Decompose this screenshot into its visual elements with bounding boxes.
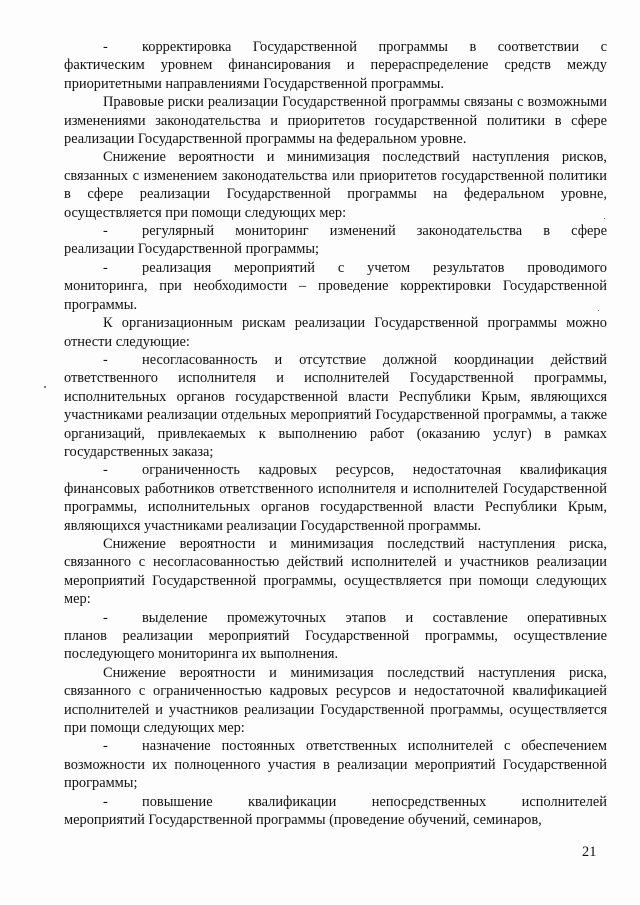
scan-speck [604, 218, 605, 219]
page-number: 21 [582, 844, 597, 860]
list-item [64, 461, 607, 535]
list-item-continuation: финансовых работников ответственного исполнителя и исполнителей Государственной программы, исполнительных органов государственной власти Республики Крым, являющихся участниками реализации Государственной программы. [64, 480, 607, 534]
list-item-first-line: ограниченность кадровых ресурсов, недостаточная квалификация [142, 462, 607, 479]
scan-speck [598, 310, 599, 311]
paragraph: Правовые риски реализации Государственной программы связаны с возможными изменениями законодательства и приоритетов государственной политики в сфере реализации Государственной программы на федеральном уровне. [64, 94, 607, 148]
scan-speck [44, 386, 46, 388]
dash-marker: - [103, 609, 108, 626]
list-item-first-line: повышение квалификации непосредственных исполнителей [142, 793, 607, 810]
dash-marker: - [103, 351, 108, 368]
list-item-continuation: возможности их полноценного участия в реализации мероприятий Государственной программы; [64, 756, 607, 792]
list-item-continuation: мониторинга, при необходимости – проведение корректировки Государственной программы. [64, 278, 607, 313]
paragraph: Снижение вероятности и минимизация последствий наступления риска, связанного с ограниченностью кадровых ресурсов и недостаточной квалификацией исполнителей и участников реализации Государственной программы, осуществляется при помощи следующих мер: [64, 664, 607, 737]
list-item-first-line: регулярный мониторинг изменений законодательства в сфере [142, 223, 607, 240]
list-item-continuation: мероприятий Государственной программы (проведение обучений, семинаров, [64, 812, 542, 829]
list-item [64, 38, 607, 93]
list-item-first-line: корректировка Государственной программы в соответствии с [142, 39, 607, 55]
list-item-continuation: фактическим уровнем финансирования и перераспределение средств между приоритетными направлениями Государственной программы. [64, 57, 607, 92]
list-item-first-line: назначение постоянных ответственных исполнителей с обеспечением [142, 738, 607, 755]
list-item [64, 351, 607, 461]
paragraph: Снижение вероятности и минимизация последствий наступления риска, связанного с несогласованностью действий исполнителей и участников реализации мероприятий Государственной программы, осуществляется при помощи следующих мер: [64, 535, 607, 608]
paragraph: Снижение вероятности и минимизация последствий наступления рисков, связанных с изменением законодательства или приоритетов государственной политики в сфере реализации Государственной программы на федеральном уровне, осуществляется при помощи следующих мер: [64, 149, 607, 221]
list-item [64, 609, 607, 664]
dash-marker: - [103, 462, 108, 479]
list-item-first-line: реализация мероприятий с учетом результатов проводимого [142, 259, 607, 276]
paragraph: К организационным рискам реализации Государственной программы можно отнести следующие: [64, 315, 607, 350]
list-item [64, 259, 607, 314]
list-item-first-line: несогласованность и отсутствие должной координации действий [142, 351, 607, 368]
list-item-continuation: реализации Государственной программы; [64, 241, 320, 258]
list-item [64, 793, 607, 830]
list-item-first-line: выделение промежуточных этапов и составление оперативных [142, 609, 607, 626]
dash-marker: - [103, 793, 108, 810]
list-item-continuation: планов реализации мероприятий Государственной программы, осуществление последующего мониторинга их выполнения. [64, 628, 607, 663]
dash-marker: - [103, 223, 108, 240]
list-item-continuation: ответственного исполнителя и исполнителей Государственной программы, исполнительных органов государственной власти Республики Крым, являющихся участниками реализации отдельных мероприятий Государственной программы, а также организаций, привлекаемых к выполнению работ (оказанию услуг) в рамках государственных заказа; [64, 370, 607, 460]
list-item [64, 737, 607, 792]
dash-marker: - [103, 39, 108, 55]
dash-marker: - [103, 738, 108, 755]
document-body [64, 38, 607, 829]
dash-marker: - [103, 259, 108, 276]
list-item [64, 222, 607, 259]
